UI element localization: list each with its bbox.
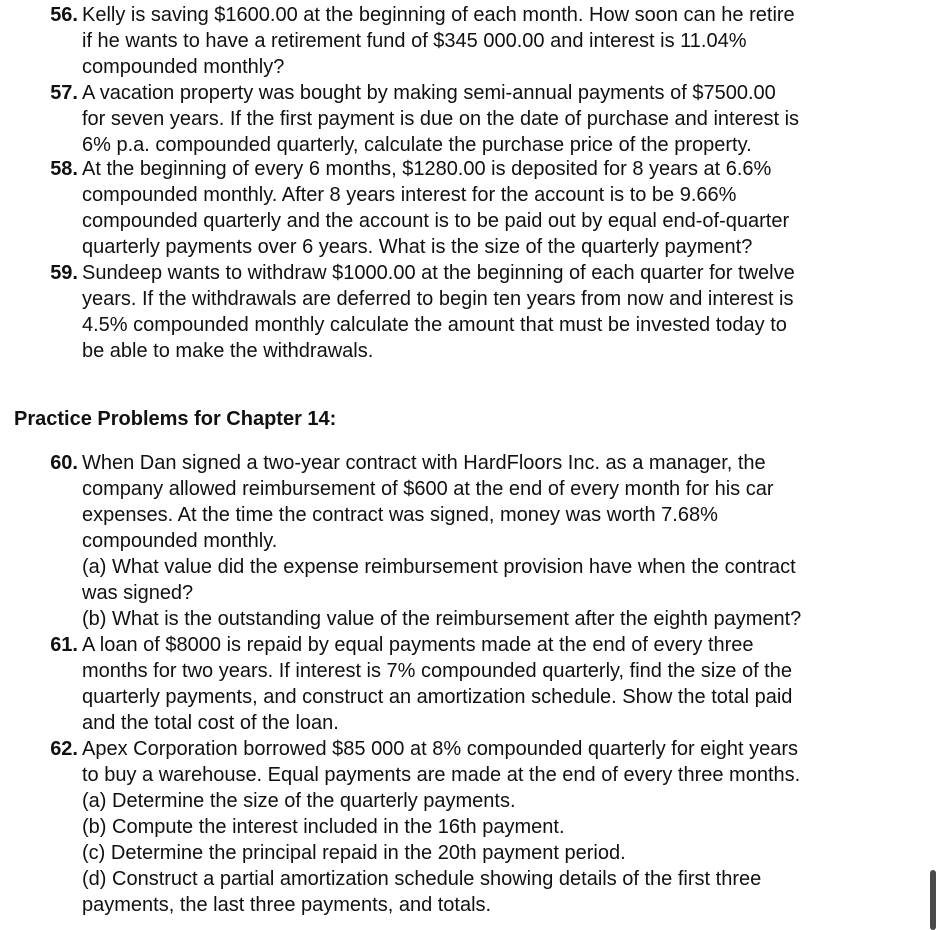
problem-line: (d) Construct a partial amortization schedule showing details of the first three [82,868,762,890]
problem-56 [0,2,900,80]
problem-line: payments, the last three payments, and totals. [82,894,492,916]
problem-text [82,260,900,364]
problem-62 [0,736,900,918]
problem-line: (c) Determine the principal repaid in the 20th payment period. [82,842,626,864]
problem-line: was signed? [82,582,194,604]
problem-line: to buy a warehouse. Equal payments are made at the end of every three months. [82,764,801,786]
problem-line: years. If the withdrawals are deferred to begin ten years from now and interest is [82,288,794,310]
problem-line: compounded quarterly and the account is to be paid out by equal end-of-quarter [82,210,790,232]
problem-line: A vacation property was bought by making semi-annual payments of $7500.00 [82,82,776,104]
problem-line: At the beginning of every 6 months, $1280.00 is deposited for 8 years at 6.6% [82,158,772,180]
problem-line: compounded monthly. After 8 years interest for the account is to be 9.66% [82,184,737,206]
problem-line: be able to make the withdrawals. [82,340,374,362]
problem-line: and the total cost of the loan. [82,712,339,734]
problem-line: expenses. At the time the contract was signed, money was worth 7.68% [82,504,718,526]
problem-number: 59. [50,262,78,284]
problem-text [82,2,900,80]
problem-line: compounded monthly? [82,56,285,78]
problem-text [82,632,900,736]
problem-line: (b) What is the outstanding value of the reimbursement after the eighth payment? [82,608,802,630]
problem-line: Sundeep wants to withdraw $1000.00 at the beginning of each quarter for twelve [82,262,795,284]
section-heading: Practice Problems for Chapter 14: [14,408,337,430]
problem-60 [0,450,900,632]
problem-line: Apex Corporation borrowed $85 000 at 8% compounded quarterly for eight years [82,738,798,760]
problem-line: 6% p.a. compounded quarterly, calculate the purchase price of the property. [82,134,752,156]
problem-number: 61. [50,634,78,656]
problem-text [82,156,900,260]
problem-57 [0,80,900,158]
problem-line: 4.5% compounded monthly calculate the amount that must be invested today to [82,314,787,336]
problem-number: 57. [50,82,78,104]
problem-text [82,450,900,632]
problem-line: (b) Compute the interest included in the 16th payment. [82,816,565,838]
problem-line: A loan of $8000 is repaid by equal payments made at the end of every three [82,634,754,656]
problem-line: company allowed reimbursement of $600 at the end of every month for his car [82,478,774,500]
problem-line: for seven years. If the first payment is due on the date of purchase and interest is [82,108,800,130]
problem-number: 58. [50,158,78,180]
vertical-scrollbar[interactable] [930,870,936,930]
problem-59 [0,260,900,364]
problem-58 [0,156,900,260]
problem-number: 56. [50,4,78,26]
problem-line: When Dan signed a two-year contract with HardFloors Inc. as a manager, the [82,452,766,474]
problem-line: compounded monthly. [82,530,278,552]
problem-line: (a) What value did the expense reimbursement provision have when the contract [82,556,796,578]
problem-line: Kelly is saving $1600.00 at the beginning of each month. How soon can he retire [82,4,795,26]
problem-number: 62. [50,738,78,760]
problem-line: months for two years. If interest is 7% compounded quarterly, find the size of the [82,660,792,682]
problem-line: (a) Determine the size of the quarterly payments. [82,790,516,812]
problem-text [82,736,900,918]
problem-line: quarterly payments over 6 years. What is the size of the quarterly payment? [82,236,753,258]
problem-line: quarterly payments, and construct an amortization schedule. Show the total paid [82,686,793,708]
problem-number: 60. [50,452,78,474]
problem-61 [0,632,900,736]
problem-line: if he wants to have a retirement fund of $345 000.00 and interest is 11.04% [82,30,747,52]
problem-text [82,80,900,158]
